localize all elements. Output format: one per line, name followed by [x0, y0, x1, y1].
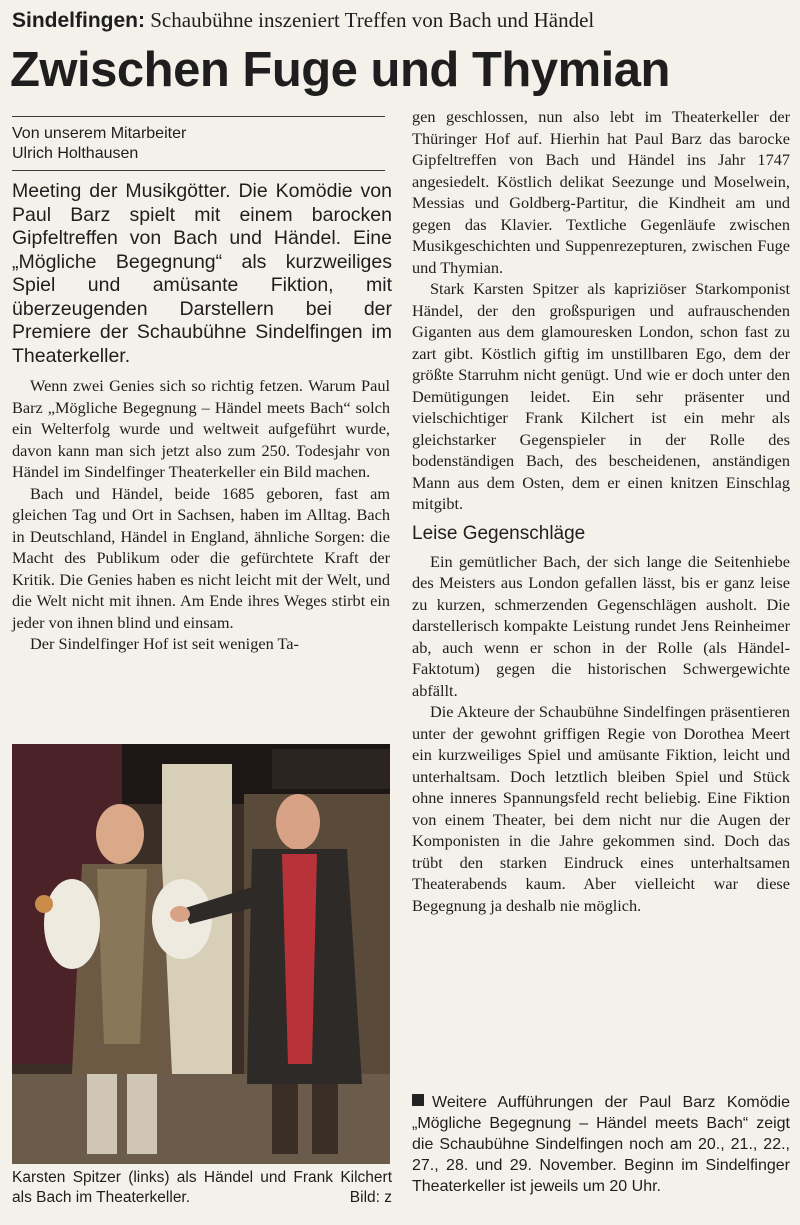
right-paragraph-3: Ein gemütlicher Bach, der sich lange die Seitenhiebe des Meisters aus London gefallen lässt, bis er ganz leise zu kurzen, schmerzenden Gegenschlägen ausholt. Die darstellerisch kompakte Leistung rundet Jens Reinheimer ab, auch wenn er schon in der Rolle (als Händel-Faktotum) gegen die historischen Schwergewichte abfällt. [412, 551, 790, 700]
kicker-text: Schaubühne inszeniert Treffen von Bach und Händel [150, 8, 595, 32]
subheading: Leise Gegenschläge [412, 522, 586, 544]
right-column [412, 106, 790, 916]
headline: Zwischen Fuge und Thymian [10, 43, 670, 97]
photo-credit: Bild: z [349, 1189, 392, 1206]
theater-photo [12, 744, 390, 1164]
left-paragraph-2: Bach und Händel, beide 1685 geboren, fast am gleichen Tag und Ort in Sachsen, haben im Alltag. Bach in Deutschland, Händel in England, ähnliche Sorgen: die Macht des Publikum oder die gefürchtete Kraft der Kritik. Die Genies haben es nicht leicht mit der Welt, und die Welt nicht mit ihnen. Am Ende ihres Weges stirbt ein jeder von ihnen blind und einsam. [12, 483, 390, 632]
caption-text: Karsten Spitzer (links) als Händel und Frank Kilchert als Bach im Theaterkeller. [12, 1169, 392, 1206]
right-continuation: gen geschlossen, nun also lebt im Theaterkeller der Thüringer Hof auf. Hierhin hat Paul Barz das barocke Gipfeltreffen von Bach und Händel ins Jahr 1747 angesiedelt. Köstlich delikat Seezunge und Moselwein, Messias und Goldberg-Partitur, die Kindheit am und gegen das Klavier. Textliche Gegenläufe zwischen Musikgeschichten und Suppenrezepturen, zwischen Fuge und Thymian. [412, 107, 790, 277]
left-paragraph-3: Der Sindelfinger Hof ist seit wenigen Ta- [30, 634, 299, 653]
left-column [12, 375, 390, 655]
photo-illustration [12, 744, 390, 1164]
rule-top [12, 116, 385, 117]
byline-author: Ulrich Holthausen [12, 145, 139, 162]
left-paragraph-1: Wenn zwei Genies sich so richtig fetzen. Warum Paul Barz „Mögliche Begegnung – Händel meets Bach“ solch ein Welterfolg wurde und weltweit aufgeführt wurde, davon kann man sich jetzt also zum 250. Todesjahr von Händel im Sindelfinger Theaterkeller ein Bild machen. [12, 376, 390, 481]
byline-line-1: Von unserem Mitarbeiter [12, 125, 187, 142]
byline [12, 124, 392, 164]
bullet-square-icon [412, 1094, 424, 1106]
photo-caption [12, 1168, 392, 1208]
right-paragraph-2: Stark Karsten Spitzer als kapriziöser Starkomponist Händel, der den großspurigen und aufrauschenden Giganten aus dem glamouresken London, schon fast zu zart gibt. Köstlich giftig im unstillbaren Ego, dem der größte Starruhm nicht genügt. Und wie er doch unter den Demütigungen leidet. Ein sehr präsenter und vielschichtiger Frank Kilchert ist ein mehr als gleichstarker Gegenspieler in der Rolle des bodenständigen Bach, des bescheidenen, anständigen Mann aus dem Osten, dem er einen knitzen Einschlag mitgibt. [412, 279, 790, 513]
info-box [412, 1092, 790, 1197]
info-text: Weitere Aufführungen der Paul Barz Komödie „Mögliche Begegnung – Händel meets Bach“ zeigt die Schaubühne Sindelfingen noch am 20., 21., 22., 27., 28. und 29. November. Beginn im Sindelfinger Theaterkeller ist jeweils um 20 Uhr. [412, 1094, 790, 1195]
kicker [12, 6, 792, 35]
rule-under-byline [12, 170, 385, 171]
right-paragraph-4: Die Akteure der Schaubühne Sindelfingen präsentieren unter der gewohnt griffigen Regie von Dorothea Meert ein kurzweiliges Spiel und amüsante Fiktion, leicht und unterhaltsam. Doch letztlich bleiben Spiel und Stück ohne inneres Spannungsfeld recht beliebig. Eine Fiktion von einem Theater, bei dem nicht nur die Augen der Komponisten in die Jahre gekommen sind. Doch das trübt den starken Eindruck eines unterhaltsamen Theaterabends kaum. Aber vielleicht war diese Begegnung ja deshalb nie möglich. [412, 702, 790, 915]
kicker-place: Sindelfingen: [12, 9, 145, 32]
lead-paragraph: Meeting der Musikgötter. Die Komödie von Paul Barz spielt mit einem barocken Gipfeltreffen von Bach und Händel. Eine „Mögliche Begegnung“ als kurzweiliges Spiel und amüsante Fiktion, mit überzeugenden Darstellern bei der Premiere der Schaubühne Sindelfingen im Theaterkeller. [12, 180, 392, 367]
